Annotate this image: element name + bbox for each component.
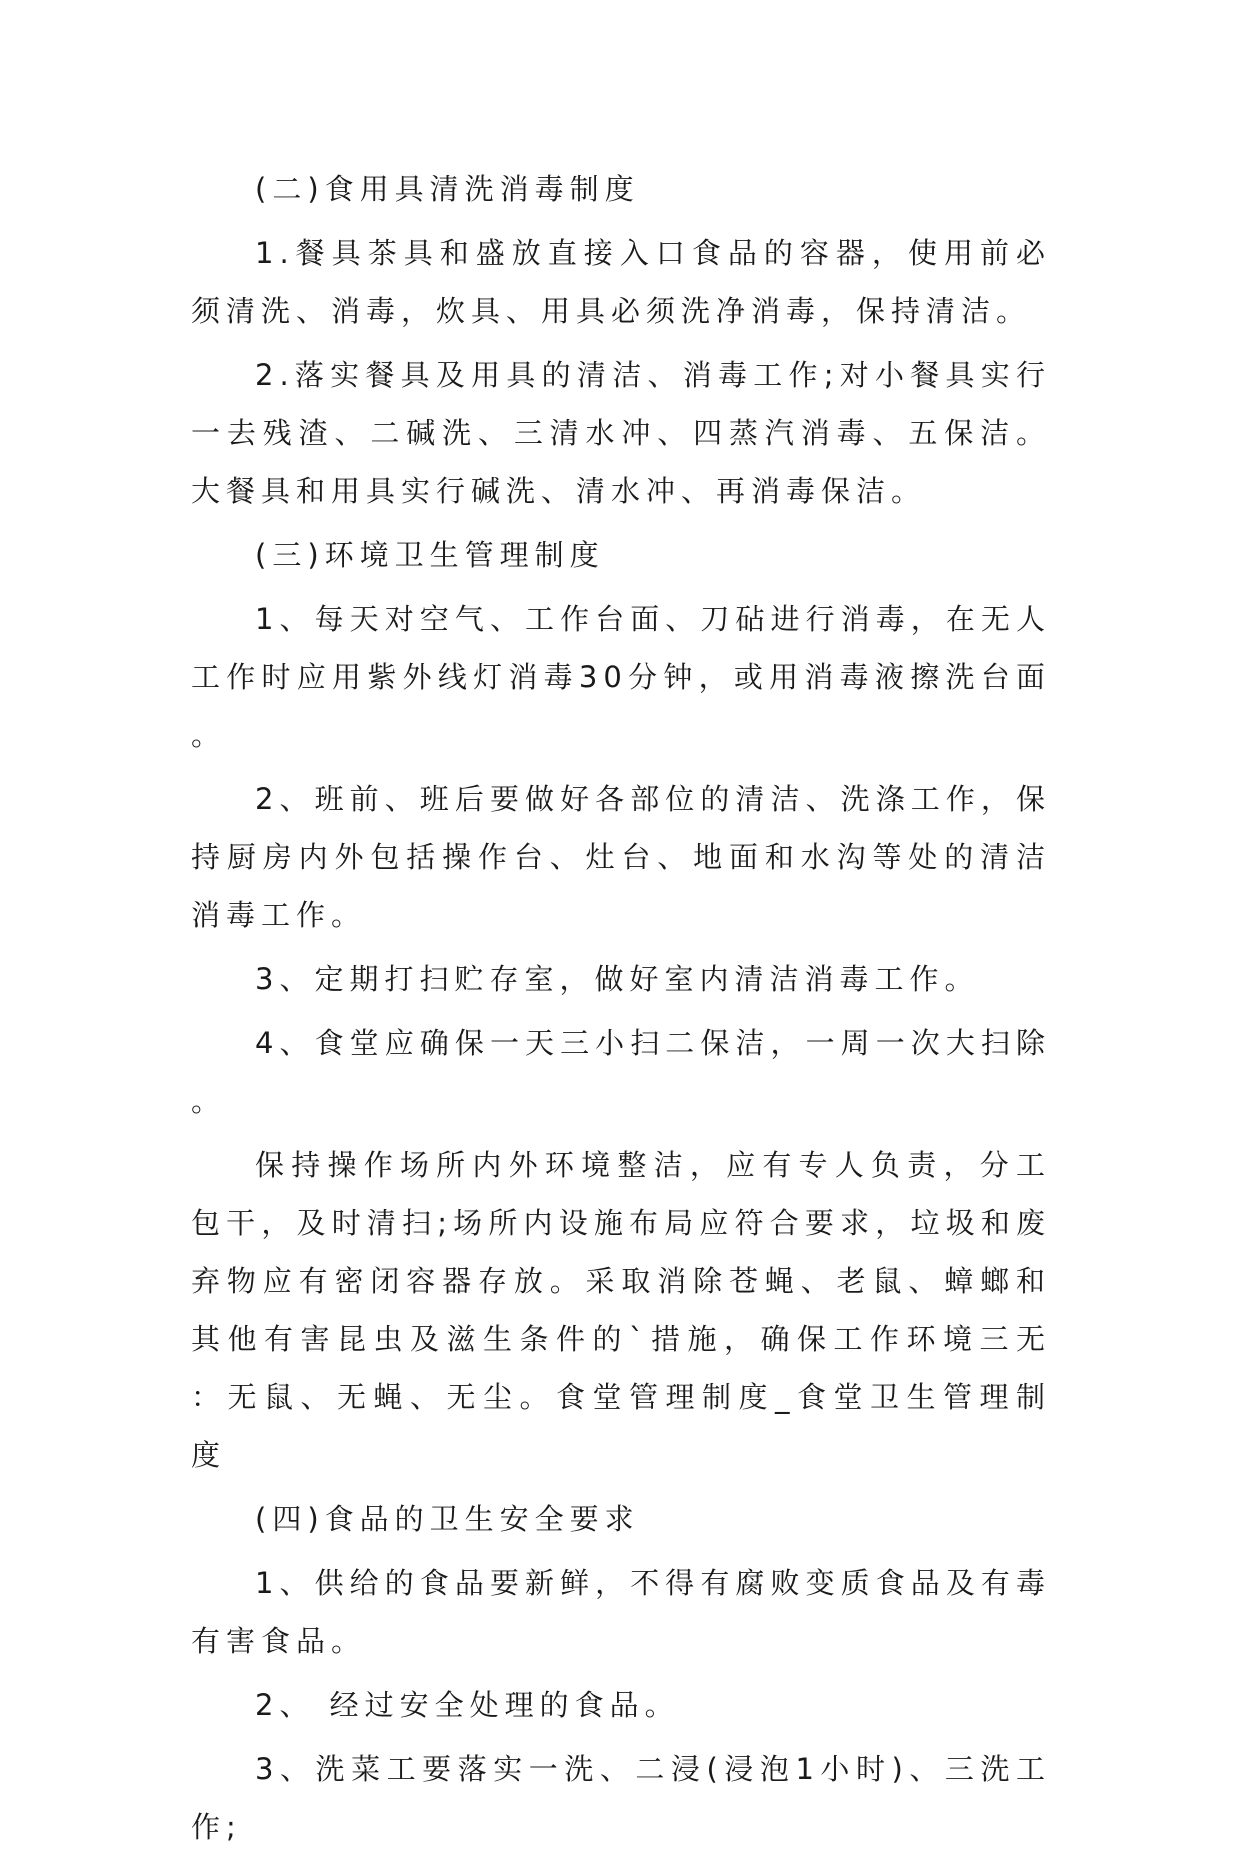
paragraph-item-2: 2.落实餐具及用具的清洁、消毒工作;对小餐具实行一去残渣、二碱洗、三清水冲、四蒸汽消毒、五保洁。大餐具和用具实行碱洗、清水冲、再消毒保洁。	[191, 358, 1051, 508]
paragraph-item-2: 2、班前、班后要做好各部位的清洁、洗涤工作，保持厨房内外包括操作台、灶台、地面和水沟等处的清洁消毒工作。	[191, 782, 1051, 932]
paragraph-item-1: 1、供给的食品要新鲜，不得有腐败变质食品及有毒有害食品。	[191, 1566, 1051, 1658]
paragraph-item-3: 3、洗菜工要落实一洗、二浸(浸泡1小时)、三洗工作;	[191, 1752, 1051, 1844]
section-heading-tableware-cleaning: (二)食用具清洗消毒制度	[255, 172, 640, 206]
paragraph-item-1: 1.餐具茶具和盛放直接入口食品的容器，使用前必须清洗、消毒，炊具、用具必须洗净消毒，保持清洁。	[191, 236, 1051, 328]
paragraph-body: 保持操作场所内外环境整洁，应有专人负责，分工包干，及时清扫;场所内设施布局应符合要求，垃圾和废弃物应有密闭容器存放。采取消除苍蝇、老鼠、蟑螂和其他有害昆虫及滋生条件的`措施，确保工作环境三无：无鼠、无蝇、无尘。食堂管理制度_食堂卫生管理制度	[191, 1148, 1051, 1472]
paragraph-item-4: 4、食堂应确保一天三小扫二保洁，一周一次大扫除。	[191, 1026, 1051, 1118]
section-heading-environment-hygiene: (三)环境卫生管理制度	[255, 538, 605, 572]
paragraph-item-3: 3、定期打扫贮存室，做好室内清洁消毒工作。	[255, 962, 980, 996]
paragraph-item-1: 1、每天对空气、工作台面、刀砧进行消毒，在无人工作时应用紫外线灯消毒30分钟，或用消毒液擦洗台面。	[191, 602, 1051, 752]
document-body	[191, 160, 1051, 1862]
paragraph-item-2: 2、 经过安全处理的食品。	[255, 1688, 680, 1722]
section-heading-food-safety: (四)食品的卫生安全要求	[255, 1502, 640, 1536]
